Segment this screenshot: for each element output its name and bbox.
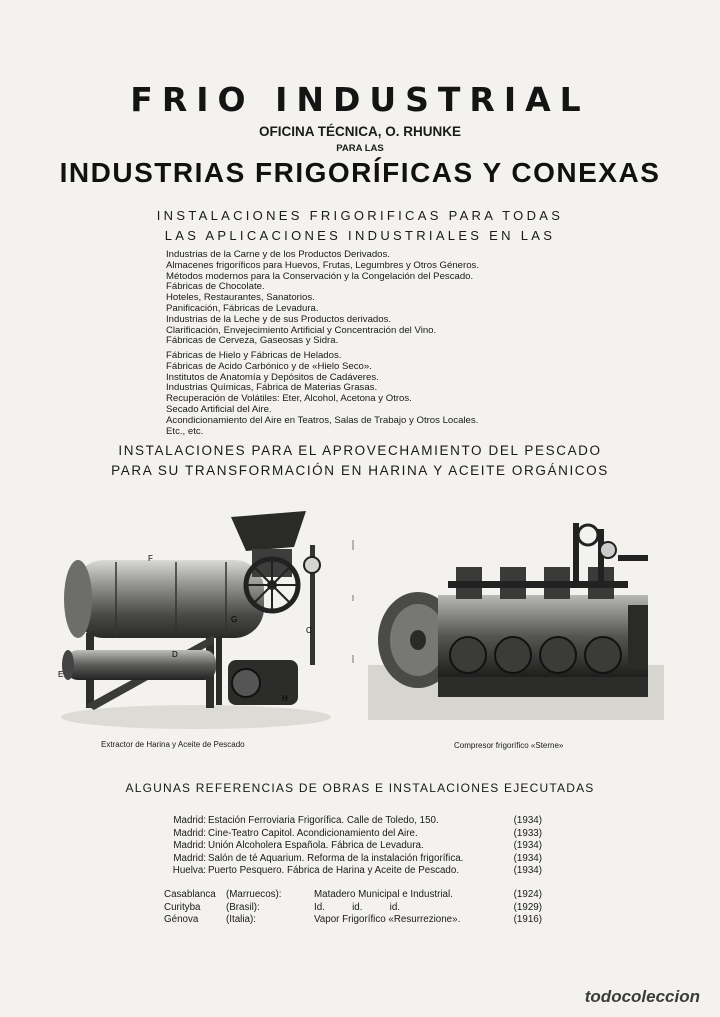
reference-year: (1934) bbox=[513, 840, 542, 852]
extractor-caption: Extractor de Harina y Aceite de Pescado bbox=[101, 740, 245, 749]
label-letter: D bbox=[172, 650, 178, 659]
reference-text: Estación Ferroviaria Frigorífica. Calle de Toledo, 150. bbox=[208, 815, 439, 826]
application-item: Hoteles, Restaurantes, Sanatorios. bbox=[166, 292, 315, 304]
application-item: Institutos de Anatomía y Depósitos de Cadáveres. bbox=[166, 371, 379, 383]
label-letter: C bbox=[306, 626, 312, 635]
references-list-1 bbox=[162, 815, 542, 878]
label-letter: G bbox=[231, 615, 238, 624]
fold-marks bbox=[352, 535, 356, 685]
section1-line2: LAS APLICACIONES INDUSTRIALES EN LAS bbox=[164, 228, 556, 243]
reference-year: (1934) bbox=[513, 815, 542, 826]
document-title: FRIO INDUSTRIAL bbox=[130, 80, 590, 119]
para-las-text: PARA LAS bbox=[336, 143, 384, 154]
reference-text: Matadero Municipal e Industrial. bbox=[314, 889, 453, 900]
reference-place: Génova bbox=[164, 914, 199, 926]
application-item: Industrias de la Carne y de los Productos Derivados. bbox=[166, 249, 390, 260]
compressor-illustration bbox=[368, 515, 664, 735]
label-letter: E bbox=[58, 670, 64, 679]
application-item: Clarificación, Envejecimiento Artificial y Concentración del Vino. bbox=[166, 324, 437, 336]
label-letter: H bbox=[282, 694, 288, 703]
section2-line1: INSTALACIONES PARA EL APROVECHAMIENTO DEL PESCADO bbox=[118, 443, 602, 458]
industries-heading: INDUSTRIAS FRIGORÍFICAS Y CONEXAS bbox=[59, 157, 661, 188]
application-item: Métodos modernos para la Conservación y la Congelación del Pescado. bbox=[166, 270, 474, 282]
reference-place: Huelva: bbox=[172, 865, 206, 877]
reference-place: Madrid: bbox=[173, 840, 206, 852]
application-item: Secado Artificial del Aire. bbox=[166, 403, 272, 415]
reference-row bbox=[162, 853, 542, 866]
reference-place: Madrid: bbox=[173, 852, 206, 864]
application-item: Fábricas de Chocolate. bbox=[166, 281, 265, 293]
applications-list-2 bbox=[166, 351, 586, 437]
watermark-text: todocoleccion bbox=[584, 987, 700, 1006]
references-title: ALGUNAS REFERENCIAS DE OBRAS E INSTALACIONES EJECUTADAS bbox=[125, 781, 595, 795]
label-letter: F bbox=[148, 554, 153, 563]
application-item: Industrias Químicas, Fábrica de Materias Grasas. bbox=[166, 382, 378, 394]
reference-country: (Marruecos): bbox=[226, 889, 282, 900]
reference-row bbox=[162, 828, 542, 841]
reference-row bbox=[162, 840, 542, 853]
reference-row bbox=[162, 815, 542, 828]
application-item: Acondicionamiento del Aire en Teatros, Salas de Trabajo y Otros Locales. bbox=[166, 414, 479, 426]
reference-country: (Italia): bbox=[226, 914, 256, 926]
references-list-2 bbox=[164, 889, 542, 927]
reference-row bbox=[164, 889, 542, 902]
reference-place: Curityba bbox=[164, 901, 201, 913]
reference-text: Puerto Pesquero. Fábrica de Harina y Aceite de Pescado. bbox=[208, 865, 460, 877]
reference-year: (1916) bbox=[513, 914, 542, 926]
reference-place: Casablanca bbox=[164, 889, 216, 900]
reference-text: Id. id. id. bbox=[314, 901, 401, 913]
application-item: Etc., etc. bbox=[166, 425, 204, 437]
application-item: Almacenes frigoríficos para Huevos, Frutas, Legumbres y Otros Géneros. bbox=[166, 259, 479, 271]
reference-year: (1934) bbox=[513, 852, 542, 864]
reference-year: (1924) bbox=[513, 889, 542, 900]
office-subtitle: OFICINA TÉCNICA, O. RHUNKE bbox=[259, 124, 461, 139]
applications-list-1 bbox=[166, 250, 586, 347]
reference-text: Cine-Teatro Capitol. Acondicionamiento del Aire. bbox=[208, 827, 418, 839]
reference-text: Unión Alcoholera Española. Fábrica de Levadura. bbox=[208, 840, 424, 852]
reference-place: Madrid: bbox=[173, 827, 206, 839]
application-item: Recuperación de Volátiles: Eter, Alcohol, Acetona y Otros. bbox=[166, 393, 412, 405]
application-item: Fábricas de Acido Carbónico y de «Hielo Seco». bbox=[166, 360, 372, 372]
reference-year: (1934) bbox=[513, 865, 542, 877]
reference-row bbox=[164, 914, 542, 927]
section2-line2: PARA SU TRANSFORMACIÓN EN HARINA Y ACEITE ORGÁNICOS bbox=[111, 463, 609, 478]
reference-text: Vapor Frigorífico «Resurrezione». bbox=[314, 914, 461, 926]
reference-year: (1929) bbox=[513, 901, 542, 913]
application-item: Fábricas de Hielo y Fábricas de Helados. bbox=[166, 350, 342, 361]
extractor-illustration bbox=[56, 505, 336, 735]
reference-place: Madrid: bbox=[173, 815, 206, 826]
reference-year: (1933) bbox=[513, 827, 542, 839]
section1-line1: INSTALACIONES FRIGORIFICAS PARA TODAS bbox=[156, 208, 564, 223]
application-item: Fábricas de Cerveza, Gaseosas y Sidra. bbox=[166, 335, 339, 347]
reference-row bbox=[162, 865, 542, 878]
reference-row bbox=[164, 902, 542, 915]
compressor-caption: Compresor frigorífico «Sterne» bbox=[454, 741, 564, 750]
application-item: Industrias de la Leche y de sus Productos derivados. bbox=[166, 313, 392, 325]
reference-country: (Brasil): bbox=[226, 901, 260, 913]
reference-text: Salón de té Aquarium. Reforma de la instalación frigorífica. bbox=[208, 852, 464, 864]
application-item: Panificación, Fábricas de Levadura. bbox=[166, 302, 319, 314]
